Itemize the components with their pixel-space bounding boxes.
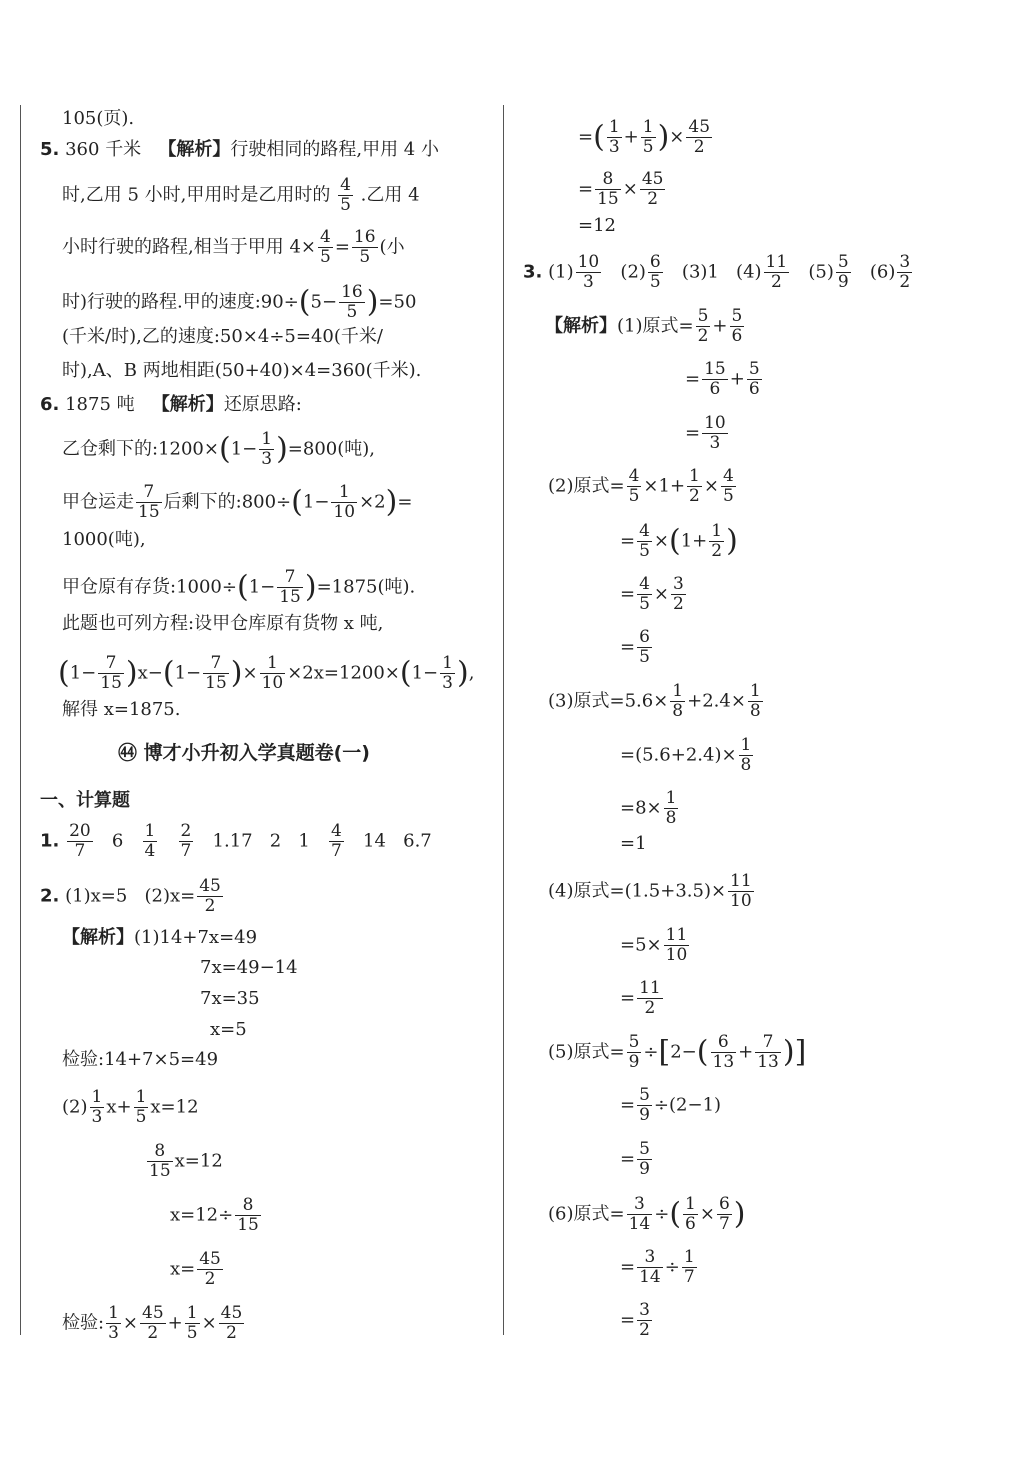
q3-text: 原式 xyxy=(573,1203,610,1225)
q5-text: 时)行驶的路程.甲的速度:90÷ xyxy=(62,291,299,313)
q2-step: (1)14+7x=49 xyxy=(134,927,258,948)
q2-step-3: 7x=35 xyxy=(200,988,260,1009)
q6-text: 后剩下的:800÷ xyxy=(163,491,292,513)
left-margin-rule xyxy=(20,105,21,1335)
q2-answer: (1)x=5 xyxy=(65,885,128,907)
q5-line-4: 时)行驶的路程.甲的速度:90÷(5− $\frac{16}{5}$ )=50 xyxy=(62,282,417,322)
q5-line-5: (千米/时),乙的速度:50×4÷5=40(千米/ xyxy=(62,326,383,347)
q3-text: 原式 xyxy=(573,690,610,712)
q3-4-line-3: = $\frac{11}{2}$ xyxy=(620,978,661,1018)
q6-line-2: 乙仓剩下的:1200×(1− $\frac{1}{3}$ )=800(吨), xyxy=(62,429,375,469)
q2-number: 2. xyxy=(40,885,60,907)
q3-label: (3)1 xyxy=(681,261,719,283)
q2-step-4: x=5 xyxy=(210,1019,247,1040)
q1-answers: 1. $\frac{20}{7}$ 6 $\frac{1}{4}$ $\frac{2}{7}$ 1.17 2 1 $\frac{4}{7}$ 14 6.7 xyxy=(40,821,432,861)
q3-text: =(5.6+2.4)× xyxy=(620,744,737,766)
q6-text: =800(吨), xyxy=(287,438,375,460)
q3-text: +2.4× xyxy=(687,690,746,712)
q3-4-line-1: (4)原式=(1.5+3.5)× $\frac{11}{10}$ xyxy=(548,871,752,911)
q6-text: 甲仓原有存货:1000÷ xyxy=(62,576,237,598)
q5-line-1 xyxy=(40,137,439,163)
q3-6-line-2: = $\frac{3}{14}$ ÷ $\frac{1}{7}$ xyxy=(620,1247,695,1287)
q1-number: 1. xyxy=(40,830,60,852)
q3-3-line-2: =(5.6+2.4)× $\frac{1}{8}$ xyxy=(620,735,752,775)
q6-text: 乙仓剩下的:1200× xyxy=(62,438,219,460)
q2-step-6: (2) $\frac{1}{3}$ x+ $\frac{1}{5}$ x=12 xyxy=(62,1087,199,1127)
q5-text: 行驶相同的路程,甲用 4 小 xyxy=(230,139,439,160)
q2-step-1 xyxy=(62,925,257,951)
q3-6-line-1: (6)原式= $\frac{3}{14}$ ÷( $\frac{1}{6}$ × $\frac{6}{7}$ ) xyxy=(548,1194,746,1234)
q5-number: 5. xyxy=(40,139,60,160)
q5-text: 时,乙用 5 小时,甲用时是乙用时的 xyxy=(62,184,331,206)
column-divider xyxy=(503,105,504,1335)
q6-text: 甲仓运走 xyxy=(62,491,134,513)
q3-3-line-4: =1 xyxy=(620,833,647,854)
q6-text: =1875(吨). xyxy=(316,576,416,598)
q3-5-line-2: = $\frac{5}{9}$ ÷(2−1) xyxy=(620,1085,722,1125)
q2-step-8: x=12÷ $\frac{8}{15}$ xyxy=(170,1195,259,1235)
q3-4-line-2: =5× $\frac{11}{10}$ xyxy=(620,925,688,965)
part-one-heading: 一、计算题 xyxy=(40,790,130,811)
q3-text: =5× xyxy=(620,934,662,956)
q1-item: 2 xyxy=(269,830,282,852)
q5-text: (小 xyxy=(379,236,405,258)
q2-step: x=12÷ xyxy=(170,1204,234,1226)
q3-text: 原式 xyxy=(642,315,679,337)
q3-text: (2−1) xyxy=(669,1094,722,1116)
q2-step: x= xyxy=(170,1258,196,1280)
q6-line-6: 此题也可列方程:设甲仓库原有货物 x 吨, xyxy=(62,613,384,634)
q5-answer: 360 千米 xyxy=(65,139,142,160)
q3-text: 原式 xyxy=(573,1041,610,1063)
continued-answer: 105(页). xyxy=(62,108,135,129)
analysis-label: 【解析】 xyxy=(151,394,224,415)
q2-step-2: 7x=49−14 xyxy=(200,957,298,978)
q1-item: 14 xyxy=(363,830,386,852)
q1-item: 1.17 xyxy=(212,830,253,852)
q6-line-8: 解得 x=1875. xyxy=(62,699,181,720)
q2-step-9: x= $\frac{45}{2}$ xyxy=(170,1249,221,1289)
q5-line-3: 小时行驶的路程,相当于甲用 4× $\frac{4}{5}$ = $\frac{16}{5}$ (小 xyxy=(62,227,405,267)
q3-1-line-3: = $\frac{10}{3}$ xyxy=(685,413,726,453)
q6-text: 还原思路: xyxy=(223,394,302,415)
section-title: ㊹ 博才小升初入学真题卷(一) xyxy=(118,742,370,764)
r-line-1: =( $\frac{1}{3}$ + $\frac{1}{5}$ )× $\frac{45}{2}$ xyxy=(578,117,711,157)
q2-step: x=12 xyxy=(174,1150,223,1172)
q6-line-3: 甲仓运走 $\frac{7}{15}$ 后剩下的:800÷(1− $\frac{1}{10}$ ×2)= xyxy=(62,482,413,522)
q3-1-line-1: 【解析】(1)原式= $\frac{5}{2}$ + $\frac{5}{6}$ xyxy=(545,306,743,346)
q3-2-line-2: = $\frac{4}{5}$ ×(1+ $\frac{1}{2}$ ) xyxy=(620,521,738,561)
q1-item: 1 xyxy=(298,830,310,852)
q3-3-line-1: (3)原式=5.6× $\frac{1}{8}$ +2.4× $\frac{1}{8}$ xyxy=(548,681,761,721)
q3-text: =(1.5+3.5)× xyxy=(609,880,727,902)
q3-1-line-2: = $\frac{15}{6}$ + $\frac{5}{6}$ xyxy=(685,359,760,399)
q3-5-line-1: (5)原式= $\frac{5}{9}$ ÷[2−( $\frac{6}{13}$ + $\frac{7}{13}$ )] xyxy=(548,1032,807,1072)
q2-answers: 2. (1)x=5 (2)x= $\frac{45}{2}$ xyxy=(40,876,221,916)
q5-text: 小时行驶的路程,相当于甲用 4× xyxy=(62,236,316,258)
analysis-label: 【解析】 xyxy=(158,139,231,160)
q1-item: 6.7 xyxy=(403,830,432,852)
q3-label: (4) xyxy=(736,261,762,283)
q2-check-1: 检验:14+7×5=49 xyxy=(62,1049,219,1070)
q5-text: .乙用 4 xyxy=(360,184,420,206)
q2-check-2: 检验: $\frac{1}{3}$ × $\frac{45}{2}$ + $\frac{1}{5}$ × $\frac{45}{2}$ xyxy=(62,1303,243,1343)
r-line-3: =12 xyxy=(578,215,616,236)
q2-step: 检验: xyxy=(62,1312,105,1334)
q6-line-4: 1000(吨), xyxy=(62,529,146,550)
q2-step-7: $\frac{8}{15}$ x=12 xyxy=(149,1141,223,1181)
q6-line-5: 甲仓原有存货:1000÷(1− $\frac{7}{15}$ )=1875(吨). xyxy=(62,567,416,607)
q6-number: 6. xyxy=(40,394,60,415)
q2-answer: (2)x= xyxy=(144,885,196,907)
q3-label: (2) xyxy=(620,261,646,283)
q5-line-2: 时,乙用 5 小时,甲用时是乙用时的 $\frac{4}{5}$ .乙用 4 xyxy=(62,175,420,215)
q3-3-line-3: =8× $\frac{1}{8}$ xyxy=(620,788,677,828)
q3-label: (6) xyxy=(869,261,896,283)
q3-text: =5.6× xyxy=(609,690,669,712)
analysis-label: 【解析】 xyxy=(545,315,617,337)
q3-2-line-3: = $\frac{4}{5}$ × $\frac{3}{2}$ xyxy=(620,574,684,614)
q3-2-line-4: = $\frac{6}{5}$ xyxy=(620,627,650,667)
q3-text: 原式 xyxy=(573,880,610,902)
q6-line-1 xyxy=(40,392,302,418)
q3-2-line-1: (2)原式= $\frac{4}{5}$ ×1+ $\frac{1}{2}$ × $\frac{4}{5}$ xyxy=(548,466,734,506)
q3-answers: 3. (1) $\frac{10}{3}$ (2) $\frac{6}{5}$ (3)1 (4) $\frac{11}{2}$ (5) $\frac{5}{9}$ (6) $\frac{3}{2}$ xyxy=(523,252,911,292)
q6-answer: 1875 吨 xyxy=(65,394,135,415)
q5-text: =50 xyxy=(378,291,417,313)
q6-text: = xyxy=(397,491,413,513)
q3-text: 原式 xyxy=(573,475,610,497)
q1-item: 6 xyxy=(111,830,124,852)
q6-equation: (1− $\frac{7}{15}$ )x−(1− $\frac{7}{15}$ )× $\frac{1}{10}$ ×2x=1200×(1− $\frac{1}{3}$ ), xyxy=(58,653,475,693)
q3-number: 3. xyxy=(523,261,543,283)
analysis-label: 【解析】 xyxy=(62,927,134,948)
q3-text: =8× xyxy=(620,797,662,819)
q5-line-6: 时),A、B 两地相距(50+40)×4=360(千米). xyxy=(62,360,422,381)
q3-6-line-3: = $\frac{3}{2}$ xyxy=(620,1300,650,1340)
q3-label: (5) xyxy=(808,261,834,283)
q3-label: (1) xyxy=(548,261,574,283)
r-line-2: = $\frac{8}{15}$ × $\frac{45}{2}$ xyxy=(578,169,664,209)
q3-5-line-3: = $\frac{5}{9}$ xyxy=(620,1139,650,1179)
